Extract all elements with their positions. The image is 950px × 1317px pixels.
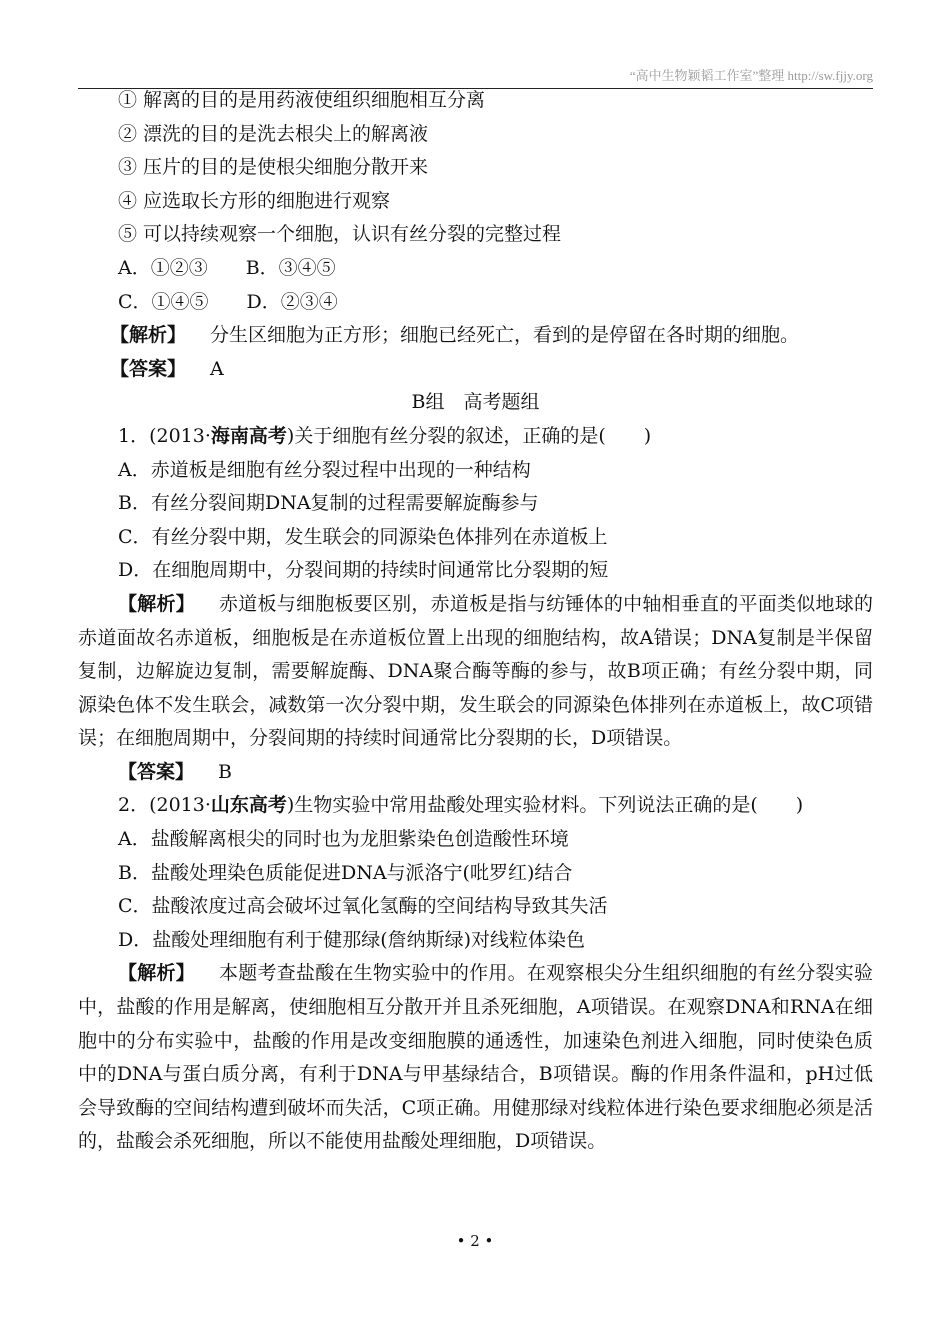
statement-4: ④ 应选取长方形的细胞进行观察 — [118, 189, 391, 212]
answer-tag: 【答案】 — [110, 357, 187, 380]
q1-option-b: B．有丝分裂间期DNA复制的过程需要解旋酶参与 — [118, 492, 539, 515]
q2-analysis — [78, 957, 873, 1159]
q2-text: )生物实验中常用盐酸处理实验材料。下列说法正确的是( ) — [286, 794, 804, 817]
section-title: B组 高考题组 — [411, 391, 540, 414]
q2-source: 山东高考 — [210, 794, 287, 817]
q2-number: 2．(2013· — [118, 794, 211, 817]
analysis-tag: 【解析】 — [110, 324, 187, 347]
analysis-text: 分生区细胞为正方形；细胞已经死亡，看到的是停留在各时期的细胞。 — [210, 324, 800, 347]
q1-option-a: A．赤道板是细胞有丝分裂过程中出现的一种结构 — [118, 458, 531, 481]
page-content — [78, 84, 873, 1159]
q1-option-c: C．有丝分裂中期，发生联会的同源染色体排列在赤道板上 — [118, 525, 608, 548]
q1-source: 海南高考 — [210, 424, 287, 447]
q2-stem — [78, 789, 873, 823]
statement-3: ③ 压片的目的是使根尖细胞分散开来 — [118, 156, 429, 179]
analysis-text: 赤道板与细胞板要区别，赤道板是指与纺锤体的中轴相垂直的平面类似地球的赤道面故名赤道板，细胞板是在赤道板位置上出现的细胞结构，故A错误；DNA复制是半保留复制，边解旋边复制，需要解旋酶、DNA聚合酶等酶的参与，故B项正确；有丝分裂中期，同源染色体不发生联会，减数第一次分裂中期，发生联会的同源染色体排列在赤道板上，故C项错误；在细胞周期中，分裂间期的持续时间通常比分裂期的长，D项错误。 — [78, 592, 873, 750]
analysis-text: 本题考查盐酸在生物实验中的作用。在观察根尖分生组织细胞的有丝分裂实验中，盐酸的作用是解离，使细胞相互分散开并且杀死细胞，A项错误。在观察DNA和RNA在细胞中的分布实验中，盐酸的作用是改变细胞膜的通透性，加速染色剂进入细胞，同时使染色质中的DNA与蛋白质分离，有利于DNA与甲基绿结合，B项错误。酶的作用条件温和，pH过低会导致酶的空间结构遭到破坏而失活，C项正确。用健那绿对线粒体进行染色要求细胞必须是活的，盐酸会杀死细胞，所以不能使用盐酸处理细胞，D项错误。 — [78, 962, 873, 1153]
page-header: “高中生物颖韬工作室”整理 http://sw.fjjy.org — [78, 66, 873, 89]
q2-option-a: A．盐酸解离根尖的同时也为龙胆紫染色创造酸性环境 — [118, 828, 569, 851]
q1-text: )关于细胞有丝分裂的叙述，正确的是( ) — [286, 424, 652, 447]
q1-answer — [78, 756, 873, 790]
q2-option-b: B．盐酸处理染色质能促进DNA与派洛宁(吡罗红)结合 — [118, 861, 573, 884]
answer-text: A — [210, 357, 224, 380]
q0-analysis — [78, 319, 873, 353]
options-row-1: A．①②③ B．③④⑤ — [118, 256, 336, 279]
q1-option-d: D．在细胞周期中，分裂间期的持续时间通常比分裂期的短 — [118, 559, 609, 582]
options-row-2: C．①④⑤ D．②③④ — [118, 290, 338, 313]
answer-tag: 【答案】 — [118, 760, 195, 783]
answer-text: B — [218, 760, 232, 783]
q0-answer — [78, 353, 873, 387]
statement-2: ② 漂洗的目的是洗去根尖上的解离液 — [118, 122, 429, 145]
q1-stem — [78, 420, 873, 454]
statement-1: ① 解离的目的是用药液使组织细胞相互分离 — [118, 89, 486, 111]
q1-number: 1．(2013· — [118, 424, 211, 447]
page-number: • 2 • — [456, 1232, 494, 1250]
statement-5: ⑤ 可以持续观察一个细胞，认识有丝分裂的完整过程 — [118, 223, 562, 246]
q2-option-c: C．盐酸浓度过高会破坏过氧化氢酶的空间结构导致其失活 — [118, 895, 608, 918]
q2-option-d: D．盐酸处理细胞有利于健那绿(詹纳斯绿)对线粒体染色 — [118, 928, 586, 951]
analysis-tag: 【解析】 — [118, 962, 195, 985]
q1-analysis — [78, 588, 873, 756]
analysis-tag: 【解析】 — [118, 592, 195, 615]
